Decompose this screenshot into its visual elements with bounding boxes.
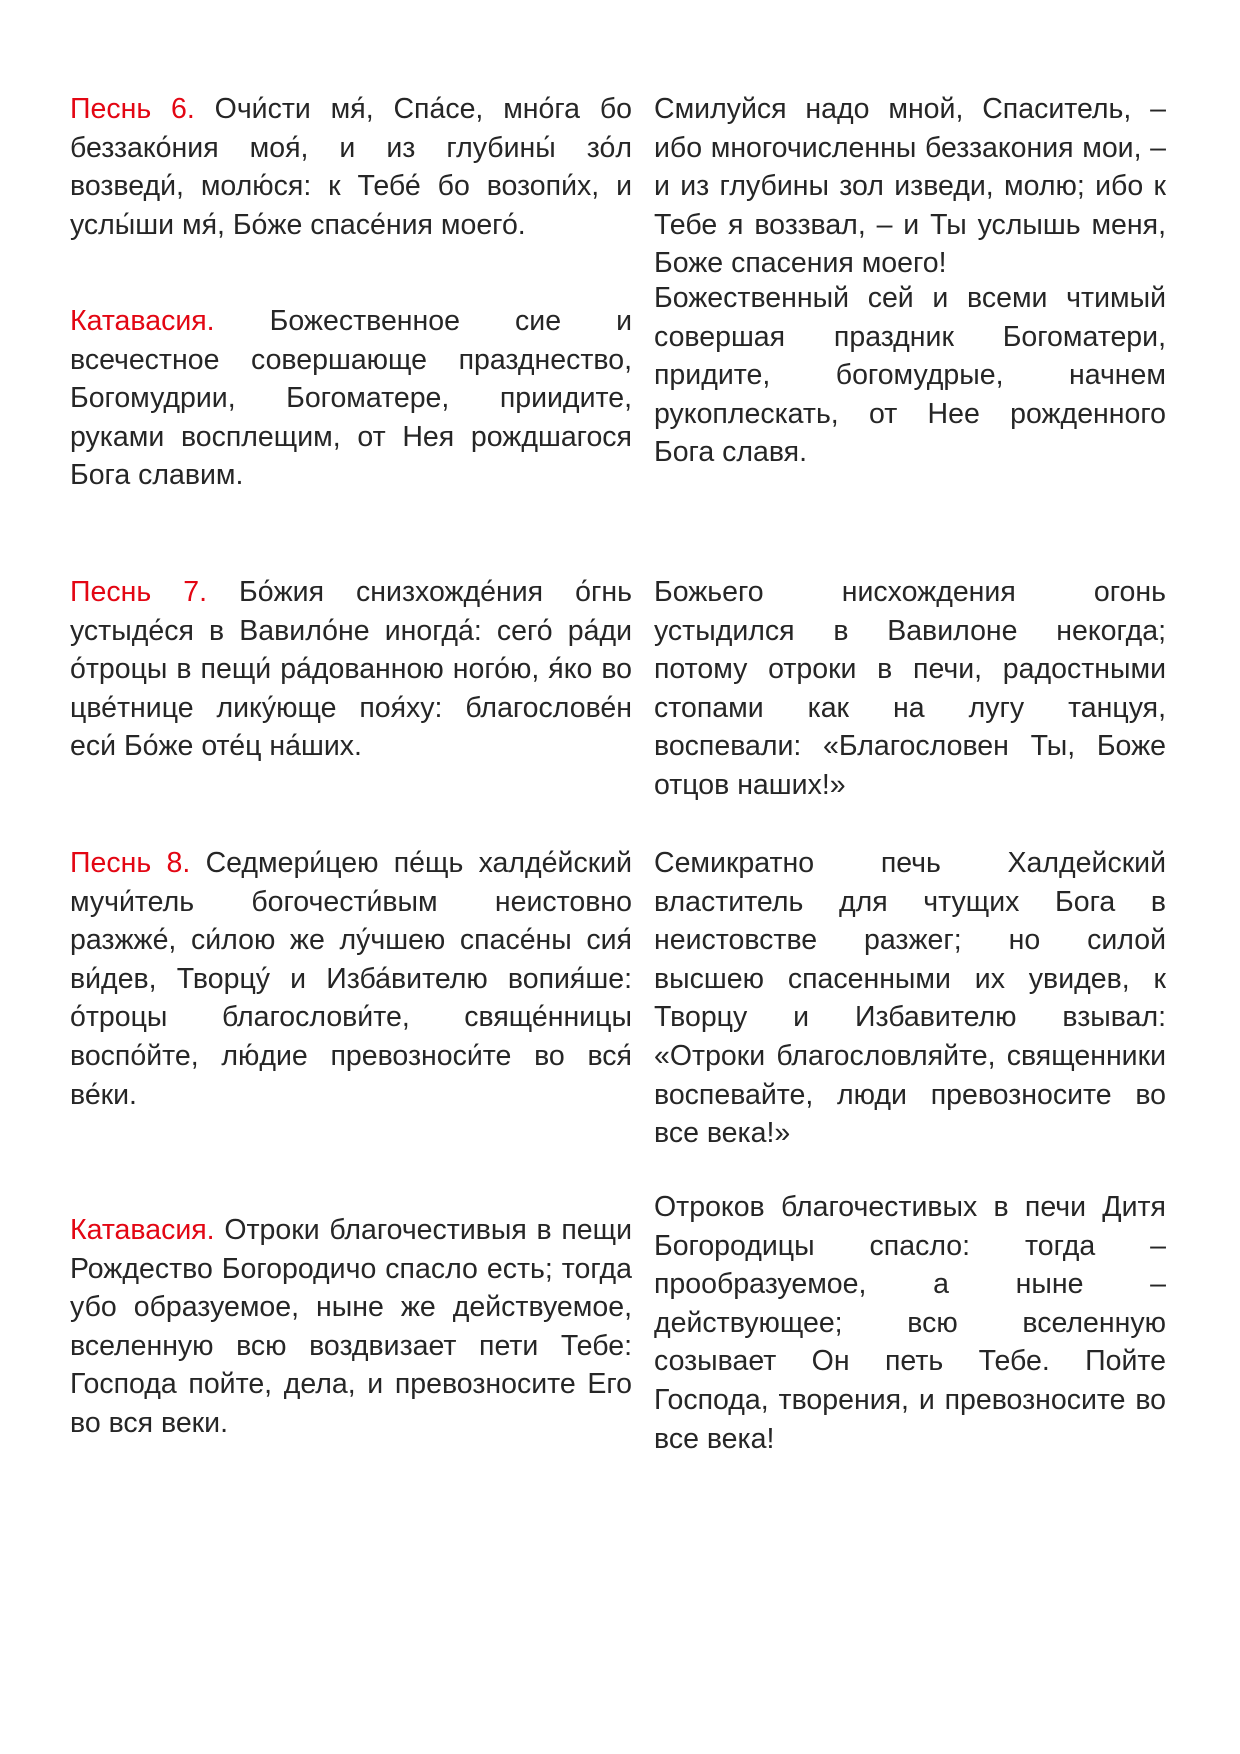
canto-7-russian: Божьего нисхождения огонь устыдился в Вавилоне некогда; потому отроки в печи, радостными стопами как на лугу танцуя, воспевали: «Благословен Ты, Боже отцов наших!» — [654, 576, 1166, 801]
slavonic-text: Божественное сие и всечестное совершающе празднество, Богомудрии, Богоматере, приидите, руками восплещим, от Нея рождшагося Бога славим. — [70, 305, 633, 492]
katavasia-2-slavonic — [70, 1211, 632, 1443]
slavonic-text: Бо́жия снизхожде́ния о́гнь устыде́ся в Вавило́не иногда́: сего́ ра́ди о́троцы в пещи́ ра́дованною ного́ю, я́ко во цве́тнице лику́юще поя́ху: благослове́н еси́ Бо́же оте́ц на́ших. — [70, 576, 632, 763]
section-label: Песнь 7. — [70, 576, 207, 608]
section-label: Катавасия. — [70, 1214, 215, 1246]
slavonic-text: Седмери́цею пе́щь халде́йский мучи́тель богочести́вым неистовно разжже́, си́лою же лу́чшею спасе́ны сия́ ви́дев, Творцу́ и Изба́вителю вопия́ше: о́троцы благослови́те, свяще́нницы воспо́йте, лю́дие превозноси́те во вся́ ве́ки. — [70, 847, 632, 1111]
katavasia-1-russian: Божественный сей и всеми чтимый совершая праздник Богоматери, придите, богомудрые, начнем рукоплескать, от Нее рожденного Бога славя. — [654, 282, 1166, 469]
section-label: Катавасия. — [70, 305, 215, 337]
canto-6-slavonic — [70, 90, 632, 244]
canto-7-slavonic — [70, 573, 632, 766]
katavasia-1-slavonic — [70, 302, 632, 495]
canto-8-russian: Семикратно печь Халдейский властитель для чтущих Бога в неистовстве разжег; но силой высшею спасенными их увидев, к Творцу и Избавителю взывал: «Отроки благословляйте, священники воспевайте, люди превозносите во все века!» — [654, 847, 1166, 1150]
section-label: Песнь 6. — [70, 93, 195, 125]
katavasia-2-russian: Отроков благочестивых в печи Дитя Богородицы спасло: тогда – прообразуемое, а ныне – действующее; всю вселенную созывает Он петь Тебе. Пойте Господа, творения, и превозносите во все века! — [654, 1191, 1166, 1455]
section-label: Песнь 8. — [70, 847, 191, 879]
canto-6-russian: Смилуйся надо мной, Спаситель, – ибо многочисленны беззакония мои, – и из глубины зол изведи, молю; ибо к Тебе я воззвал, – и Ты услышь меня, Боже спасения моего! — [654, 93, 1166, 280]
slavonic-text: Отроки благочестивыя в пещи Рождество Богородичо спасло есть; тогда убо образуемое, ныне же действуемое, вселенную всю воздвизает пети Тебе: Господа пойте, дела, и превозносите Его во вся веки. — [70, 1214, 632, 1439]
slavonic-text: Очи́сти мя́, Спа́се, мно́га бо беззако́ния моя́, и из глубины́ зо́л возведи́, молю́ся: к Тебе́ бо возопи́х, и услы́ши мя́, Бо́же спасе́ния моего́. — [70, 93, 633, 241]
canto-8-slavonic — [70, 844, 632, 1114]
